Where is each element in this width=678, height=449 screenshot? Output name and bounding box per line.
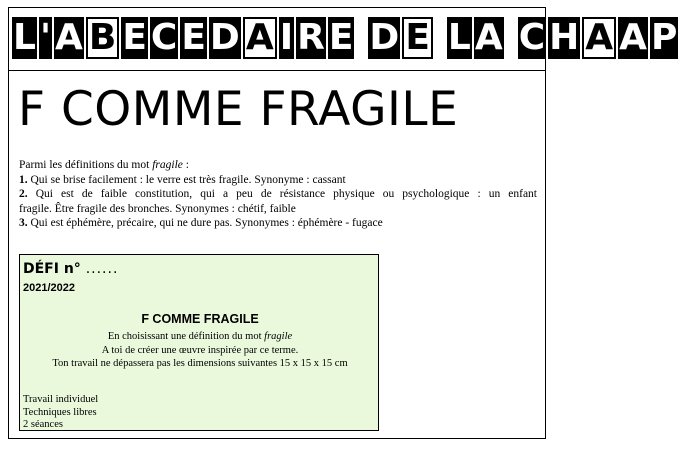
banner-letter-tile: A (54, 17, 83, 58)
banner-letter-tile: E (402, 17, 433, 59)
defi-heading: F COMME FRAGILE (141, 312, 259, 326)
definition-item-2-cont: fragile. Être fragile des bronches. Synonymes : chétif, faible (19, 202, 296, 215)
banner-letter-tile: P (651, 17, 678, 58)
definitions-intro: Parmi les définitions du mot fragile : (19, 159, 189, 171)
defi-box (19, 254, 379, 431)
defi-note: Techniques libres (23, 406, 97, 418)
intro-word: fragile (152, 159, 183, 171)
defi-instructions (20, 330, 380, 371)
defi-note: 2 séances (23, 419, 63, 430)
defi-line-3: Ton travail ne dépassera pas les dimensions suivantes 15 x 15 x 15 cm (52, 358, 348, 369)
banner-letter-tile: H (549, 17, 580, 58)
banner-title (12, 14, 678, 62)
banner-letter-tile: I (279, 17, 294, 58)
banner-letter-tile: E (181, 17, 206, 58)
banner-letter-tile: E (328, 17, 354, 58)
page-title: F COMME FRAGILE (18, 82, 459, 137)
definition-item-1: 1. Qui se brise facilement : le verre est très fragile. Synonyme : cassant (19, 173, 346, 186)
banner-letter-tile: C (150, 17, 178, 58)
defi-title: DÉFI n° ...... (23, 261, 119, 277)
defi-note: Travail individuel (23, 394, 99, 405)
definition-item-3: 3. Qui est éphémère, précaire, qui ne dure pas. Synonymes : éphémère - fugace (19, 217, 383, 229)
banner-letter-tile: D (369, 17, 400, 58)
defi-number-dots: ...... (85, 261, 119, 277)
defi-year: 2021/2022 (23, 282, 75, 294)
banner-letter-tile: D (209, 17, 240, 58)
banner-letter-tile: A (619, 17, 648, 58)
defi-line-1: En choisissant une définition du mot fragile (107, 331, 293, 342)
banner-letter-tile (435, 17, 445, 59)
banner-letter-tile: A (243, 17, 277, 59)
banner-letter-tile: ' (39, 17, 51, 58)
banner-letter-tile (506, 17, 516, 59)
banner-letter-tile: A (582, 17, 616, 59)
banner-letter-tile: A (474, 17, 503, 58)
defi-notes (23, 394, 98, 432)
banner-letter-tile: E (122, 17, 147, 58)
banner-letter-tile: L (447, 17, 471, 58)
banner-letter-tile: R (297, 17, 325, 58)
defi-line-2: A toi de créer une œuvre inspirée par ce terme. (101, 344, 299, 356)
banner-letter-tile: B (86, 17, 119, 59)
banner-letter-tile: C (518, 17, 546, 58)
banner-letter-tile: L (13, 17, 36, 58)
definition-item-2: 2. Qui est de faible constitution, qui a peu de résistance physique ou psychologique : un enfant fragile. Être fragile des bronches. Synonymes : chétif, faible (19, 188, 537, 215)
banner-letter-tile (356, 17, 366, 59)
definitions-block (19, 158, 537, 231)
